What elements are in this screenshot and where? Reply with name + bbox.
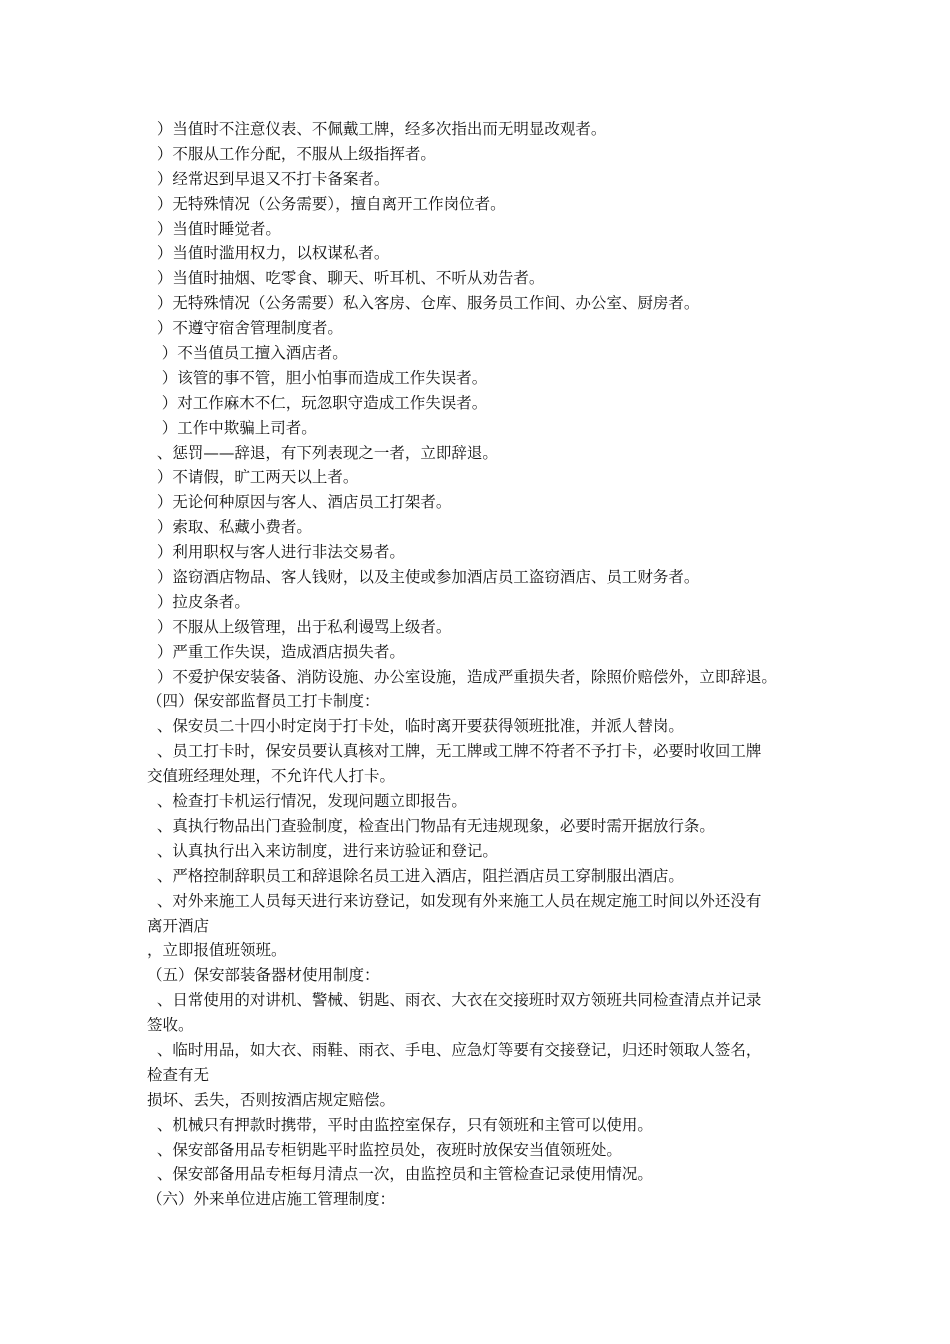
- text-line: 、日常使用的对讲机、警械、钥匙、雨衣、大衣在交接班时双方领班共同检查清点并记录: [147, 991, 762, 1010]
- text-line: ）无特殊情况（公务需要），擅自离开工作岗位者。: [147, 194, 506, 213]
- text-line: 、临时用品，如大衣、雨鞋、雨衣、手电、应急灯等要有交接登记，归还时领取人签名，: [147, 1040, 762, 1059]
- text-line: 损坏、丢失，否则按酒店规定赔偿。: [147, 1090, 396, 1109]
- text-line: ）当值时睡觉者。: [147, 219, 281, 238]
- text-line: 、真执行物品出门查验制度，检查出门物品有无违规现象，必要时需开据放行条。: [147, 816, 715, 835]
- text-line: 、机械只有押款时携带，平时由监控室保存，只有领班和主管可以使用。: [147, 1115, 653, 1134]
- text-line: ）不爱护保安装备、消防设施、办公室设施，造成严重损失者，除照价赔偿外，立即辞退。: [147, 667, 777, 686]
- text-line: ）当值时不注意仪表、不佩戴工牌，经多次指出而无明显改观者。: [147, 120, 607, 138]
- text-line: ）无论何种原因与客人、酒店员工打架者。: [147, 493, 452, 512]
- text-line: ）经常迟到早退又不打卡备案者。: [147, 169, 390, 188]
- section-heading-6: （六）外来单位进店施工管理制度：: [147, 1190, 396, 1209]
- text-line: ）拉皮条者。: [147, 592, 250, 611]
- text-line: 交值班经理处理，不允许代人打卡。: [147, 767, 396, 786]
- text-line: 签收。: [147, 1016, 194, 1035]
- text-line: 、保安部备用品专柜钥匙平时监控员处，夜班时放保安当值领班处。: [147, 1140, 622, 1159]
- text-line: ）该管的事不管，胆小怕事而造成工作失误者。: [147, 368, 488, 387]
- text-line: ）利用职权与客人进行非法交易者。: [147, 543, 405, 562]
- text-line: 、员工打卡时，保安员要认真核对工牌，无工牌或工牌不符者不予打卡，必要时收回工牌: [147, 742, 762, 761]
- text-line: 检查有无: [147, 1065, 210, 1084]
- text-line: 、保安部备用品专柜每月清点一次，由监控员和主管检查记录使用情况。: [147, 1165, 653, 1184]
- text-line: 离开酒店: [147, 916, 210, 935]
- text-line: 、保安员二十四小时定岗于打卡处，临时离开要获得领班批准，并派人替岗。: [147, 717, 684, 736]
- section-heading-5: （五）保安部装备器材使用制度：: [147, 966, 380, 985]
- text-line: 、检查打卡机运行情况，发现问题立即报告。: [147, 792, 467, 811]
- text-line: 、认真执行出入来访制度，进行来访验证和登记。: [147, 841, 498, 860]
- text-line: ，立即报值班领班。: [147, 941, 287, 960]
- text-line: ）无特殊情况（公务需要）私入客房、仓库、服务员工作间、办公室、厨房者。: [147, 294, 700, 313]
- text-line: ）不遵守宿舍管理制度者。: [147, 319, 343, 338]
- text-line: ）不当值员工擅入酒店者。: [147, 344, 348, 363]
- text-line: ）工作中欺骗上司者。: [147, 418, 317, 437]
- text-line: ）不请假，旷工两天以上者。: [147, 468, 359, 487]
- text-line: ）不服从上级管理，出于私利谩骂上级者。: [147, 617, 452, 636]
- text-line: ）不服从工作分配，不服从上级指挥者。: [147, 144, 436, 163]
- text-line: 、对外来施工人员每天进行来访登记，如发现有外来施工人员在规定施工时间以外还没有: [147, 891, 762, 910]
- text-line: ）当值时滥用权力，以权谋私者。: [147, 244, 390, 263]
- text-line: ）对工作麻木不仁，玩忽职守造成工作失误者。: [147, 393, 488, 412]
- text-line: ）严重工作失误，造成酒店损失者。: [147, 642, 405, 661]
- text-line: ）当值时抽烟、吃零食、聊天、听耳机、不听从劝告者。: [147, 269, 545, 288]
- text-line: ）索取、私藏小费者。: [147, 518, 312, 537]
- section-heading-4: （四）保安部监督员工打卡制度：: [147, 692, 380, 711]
- document-body: [147, 117, 812, 1212]
- text-line: ）盗窃酒店物品、客人钱财，以及主使或参加酒店员工盗窃酒店、员工财务者。: [147, 568, 700, 587]
- text-line: 、严格控制辞职员工和辞退除名员工进入酒店，阻拦酒店员工穿制服出酒店。: [147, 866, 684, 885]
- section-heading-dismissal: 、惩罚——辞退，有下列表现之一者，立即辞退。: [147, 443, 498, 462]
